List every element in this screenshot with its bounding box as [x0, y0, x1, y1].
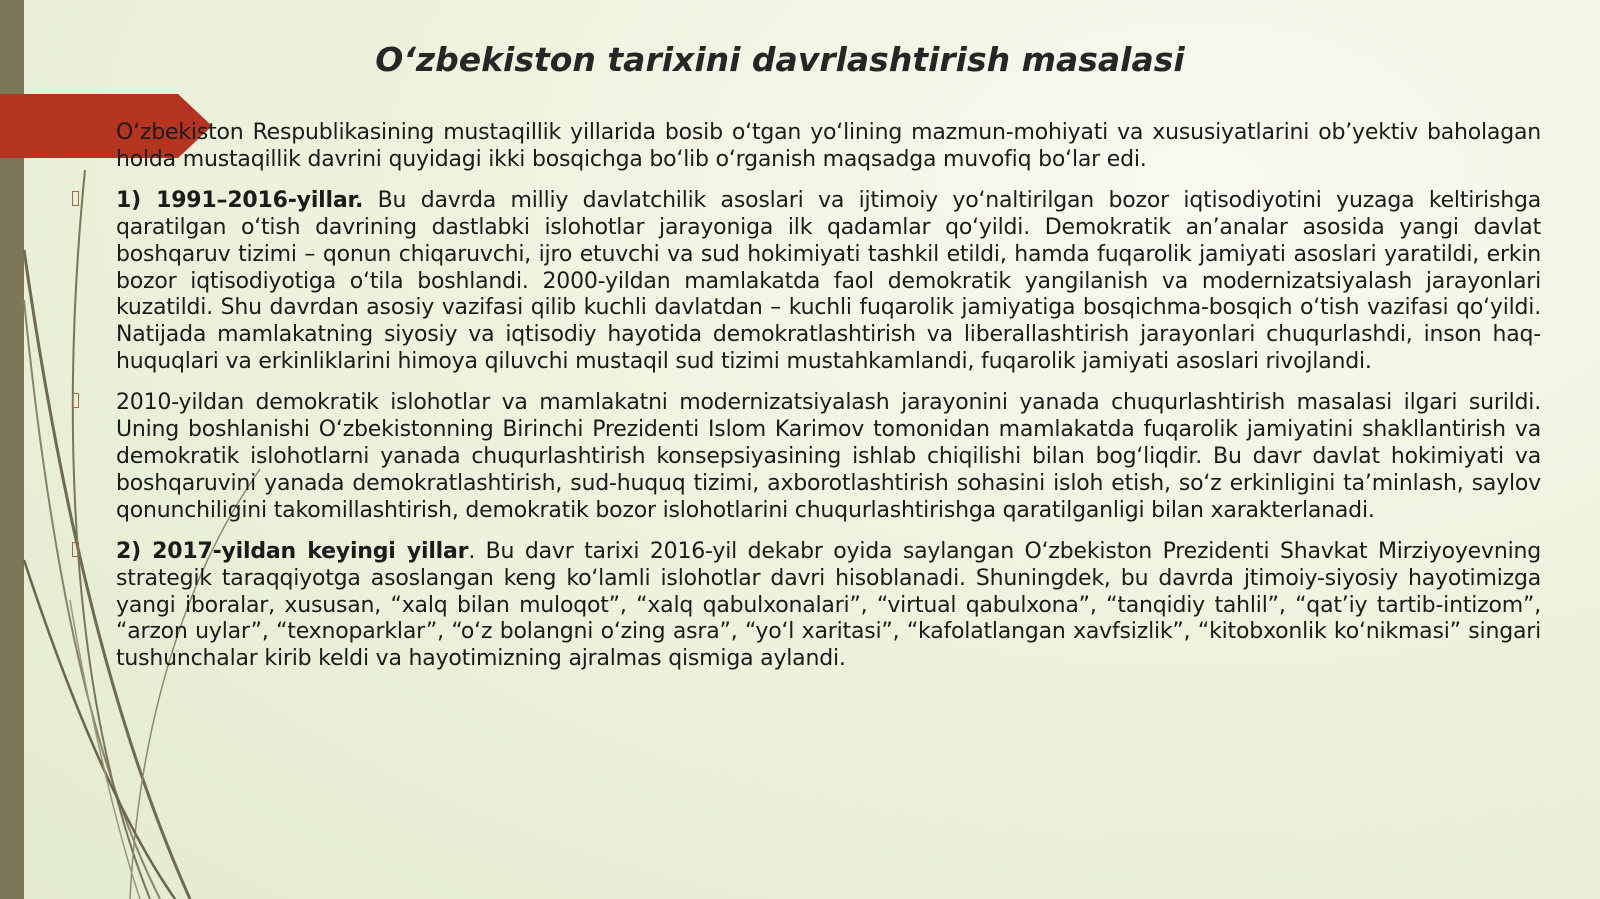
bullet-icon — [72, 191, 79, 206]
period-2-paragraph — [116, 539, 1541, 674]
slide-body — [116, 120, 1541, 687]
bullet-icon — [72, 393, 79, 408]
period-1-paragraph — [116, 188, 1541, 376]
slide-title: O‘zbekiston tarixini davrlashtirish masalasi — [375, 40, 1185, 79]
period-1-heading: 1) 1991–2016-yillar. — [116, 187, 364, 213]
period-2-heading: 2) 2017-yildan keyingi yillar — [116, 538, 469, 564]
bullet-icon — [72, 542, 79, 557]
period-2-text: . Bu davr tarixi 2016-yil dekabr oyida saylangan O‘zbekiston Prezidenti Shavkat Mirziyoyevning strategik taraqqiyotga asoslangan keng ko‘lamli islohotlar davri hisoblanadi. Shuningdek, bu davrda jtimoiy-siyosiy hayotimizga yangi iboralar, xususan, “xalq bilan muloqot”, “xalq qabulxonalari”, “virtual qabulxona”, “tanqidiy tahlil”, “qat’iy tartib-intizom”, “arzon uylar”, “texnoparklar”, “o‘z bolangni o‘zing asra”, “yo‘l xaritasi”, “kafolatlangan xavfsizlik”, “kitobxonlik ko‘nikmasi” singari tushunchalar kirib keldi va hayotimizning ajralmas qismiga aylandi. — [116, 538, 1541, 672]
period-1-text: Bu davrda milliy davlatchilik asoslari va ijtimoiy yo‘naltirilgan bozor iqtisodiyotini yuzaga keltirishga qaratilgan o‘tish davrining dastlabki islohotlar jarayoniga ilk qadamlar qo‘yildi. Demokratik an’analar asosida yangi davlat boshqaruv tizimi – qonun chiqaruvchi, ijro etuvchi va sud hokimiyati tashkil etildi, hamda fuqarolik jamiyati asoslari yaratildi, erkin bozor iqtisodiyotiga o‘tila boshlandi. 2000-yildan mamlakatda faol demokratik yangilanish va modernizatsiyalash jarayonlari kuzatildi. Shu davrdan asosiy vazifasi qilib kuchli davlatdan – kuchli fuqarolik jamiyatiga bosqichma-bosqich o‘tish vazifasi qo‘yildi. Natijada mamlakatning siyosiy va iqtisodiy hayotida demokratlashtirish va liberallashtirish jarayonlari chuqurlashdi, inson haq-huquqlari va erkinliklarini himoya qiluvchi mustaqil sud tizimi mustahkamlandi, fuqarolik jamiyati asoslari rivojlandi. — [116, 187, 1541, 375]
period-1b-paragraph — [116, 390, 1541, 525]
period-1b-text: 2010-yildan demokratik islohotlar va mamlakatni modernizatsiyalash jarayonini yanada chuqurlashtirish masalasi ilgari surildi. Uning boshlanishi O‘zbekistonning Birinchi Prezidenti Islom Karimov tomonidan mamlakatda fuqarolik jamiyatini shakllantirish va demokratik islohotlarni yanada chuqurlashtirish konsepsiyasining ishlab chiqilishi bilan bog‘liqdir. Bu davr davlat hokimiyati va boshqaruvini yanada demokratlashtirish, sud-huquq tizimi, axborotlashtirish sohasini isloh etish, so‘z erkinligini ta’minlash, saylov qonunchiligini takomillashtirish, demokratik bozor islohotlarini chuqurlashtirishga qaratilganligi bilan xarakterlanadi. — [116, 390, 1541, 523]
intro-paragraph: O‘zbekiston Respublikasining mustaqillik yillarida bosib o‘tgan yo‘lining mazmun-mohiyati va xususiyatlarini ob’yektiv baholagan holda mustaqillik davrini quyidagi ikki bosqichga bo‘lib o‘rganish maqsadga muvofiq bo‘lar edi. — [116, 120, 1541, 172]
